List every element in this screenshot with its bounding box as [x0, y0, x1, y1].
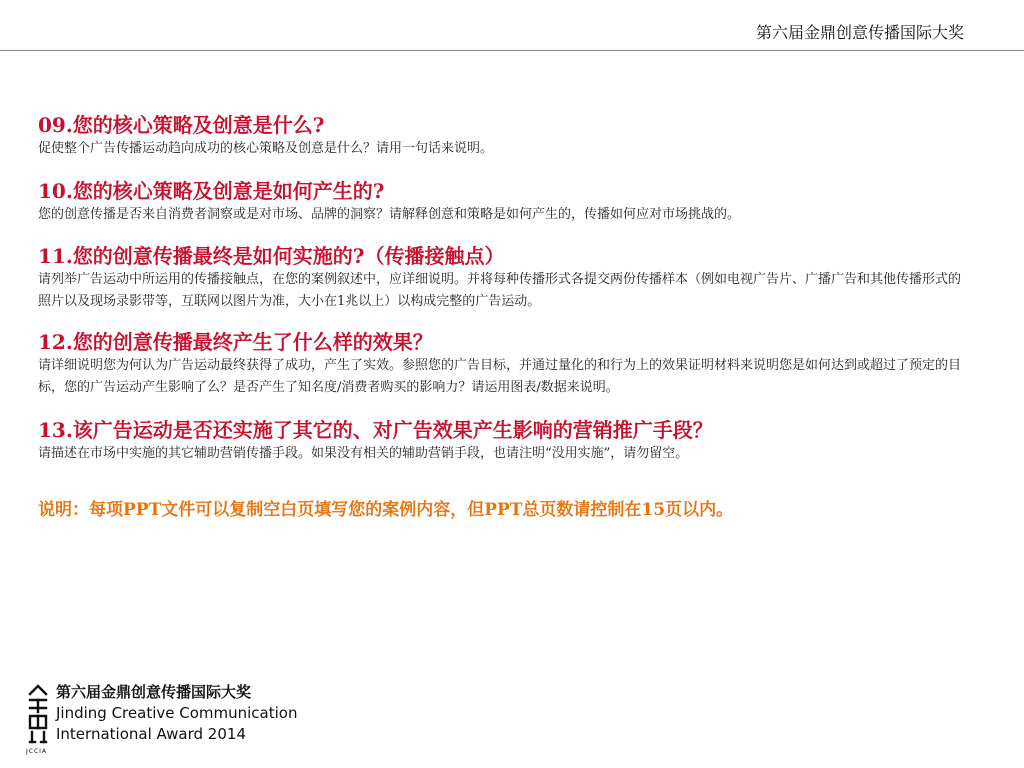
question-description: 请描述在市场中实施的其它辅助营销传播手段。如果没有相关的辅助营销手段，也请注明“没用实施”，请勿留空。 — [38, 446, 689, 461]
question-12 — [38, 329, 968, 399]
footer-brand — [26, 682, 346, 762]
brand-name-cn: 第六届金鼎创意传播国际大奖 — [56, 683, 252, 701]
question-title: 12.您的创意传播最终产生了什么样的效果？ — [38, 330, 433, 354]
logo-abbreviation: JCCIA — [26, 748, 48, 755]
question-11 — [38, 243, 968, 313]
header-title: 第六届金鼎创意传播国际大奖 — [755, 23, 964, 42]
footer-brand-text — [56, 682, 297, 745]
question-title: 09.您的核心策略及创意是什么? — [38, 113, 325, 137]
question-description: 请详细说明您为何认为广告运动最终获得了成功，产生了实效。参照您的广告目标，并通过量化的和行为上的效果证明材料来说明您是如何达到或超过了预定的目标，您的广告运动产生影响了么？是否产生了知名度/消费者购买的影响力？请运用图表/数据来说明。 — [38, 358, 962, 395]
question-title: 13.该广告运动是否还实施了其它的、对广告效果产生影响的营销推广手段？ — [38, 418, 713, 442]
question-title: 11.您的创意传播最终是如何实施的?（传播接触点） — [38, 244, 505, 268]
jinding-logo-icon — [26, 682, 50, 746]
question-title: 10.您的核心策略及创意是如何产生的? — [38, 179, 385, 203]
question-description: 请列举广告运动中所运用的传播接触点，在您的案例叙述中，应详细说明。并将每种传播形式各提交两份传播样本（例如电视广告片、广播广告和其他传播形式的照片以及现场录影带等，互联网以图片为准，大小在1兆以上）以构成完整的广告运动。 — [38, 272, 962, 309]
question-13 — [38, 417, 968, 465]
question-description: 您的创意传播是否来自消费者洞察或是对市场、品牌的洞察？请解释创意和策略是如何产生的，传播如何应对市场挑战的。 — [38, 207, 741, 222]
page-note: 说明：每项PPT文件可以复制空白页填写您的案例内容，但PPT总页数请控制在15页以内。 — [38, 500, 734, 520]
question-description: 促使整个广告传播运动趋向成功的核心策略及创意是什么？请用一句话来说明。 — [38, 141, 494, 156]
question-list — [38, 112, 968, 539]
header-divider — [0, 50, 1024, 51]
question-09 — [38, 112, 968, 160]
question-10 — [38, 178, 968, 226]
brand-name-en-line1: Jinding Creative Communication — [56, 704, 298, 722]
brand-name-en-line2: International Award 2014 — [56, 725, 246, 743]
